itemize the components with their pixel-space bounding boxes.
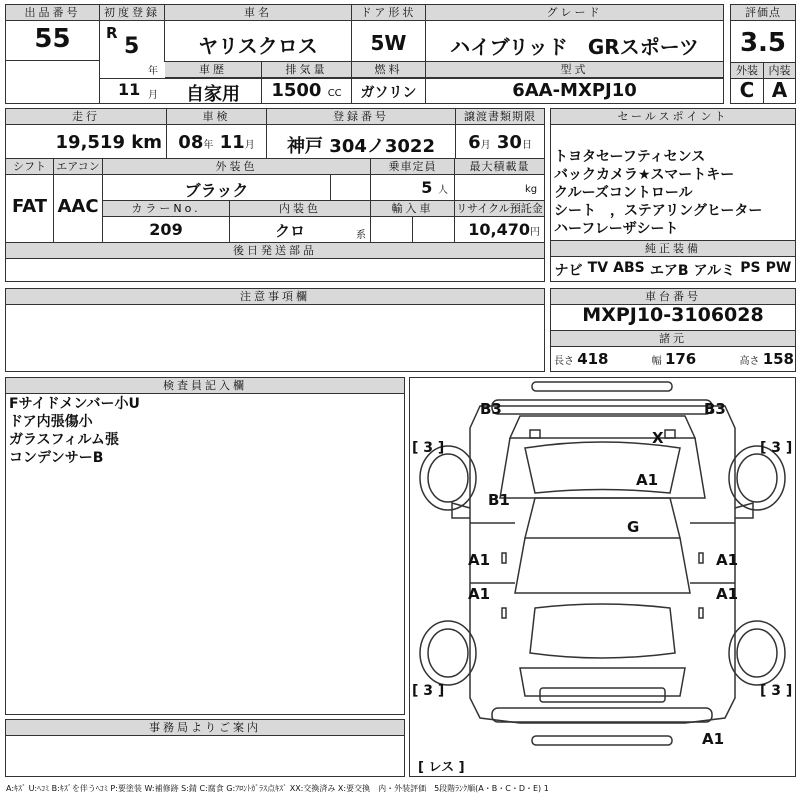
int-grade: A (771, 78, 788, 102)
legend: A:ｷｽﾞ U:ﾍｺﾐ B:ｷｽﾞを伴うﾍｺﾐ P:要塗装 W:補修跡 S:錆 C:腐食 G:ﾌﾛﾝﾄｶﾞﾗｽ点ｷｽﾞ XX:交換済み X:要交換 内・外装評価 5段階ﾗﾝｸ順(A・B・C・D・E) 1 (6, 784, 549, 793)
inspector-line: コンデンサーB (9, 450, 104, 466)
sales-point: バックカメラ★スマートキー (554, 167, 735, 183)
reg-year: 5 (124, 34, 140, 59)
equipment-list (552, 260, 794, 280)
inspection-date: 08年 11月 (178, 132, 255, 153)
grade: ハイブリッド GRスポーツ (450, 35, 699, 59)
spare-tire: [ レス ] (418, 760, 465, 775)
tire-front-right: [ 3 ] (760, 440, 793, 456)
grade-label: グレード (426, 5, 723, 21)
name-label: 車名 (165, 5, 351, 21)
inspector-line: ガラスフィルム張 (9, 432, 119, 448)
fuel-label: 燃料 (352, 62, 425, 78)
door-type: 5W (370, 31, 407, 55)
displacement: 1500 CC (271, 80, 342, 101)
history: 自家用 (186, 84, 240, 105)
interior-color-label: 内装色 (230, 201, 370, 217)
sales-point: クルーズコントロール (554, 185, 693, 201)
transfer-date: 6月 30日 (468, 132, 532, 153)
equipment-item: PW (765, 260, 792, 276)
mileage-label: 走行 (6, 109, 166, 125)
import-label: 輸入車 (371, 201, 454, 217)
plate-label: 登録番号 (267, 109, 455, 125)
shift: FAT (11, 196, 48, 217)
recycle-label: リサイクル預託金 (456, 202, 543, 215)
sales-point: トヨタセーフティセンス (554, 149, 706, 165)
damage-mark-windshield-x: X (652, 429, 664, 447)
equipment-item: エアB (649, 263, 689, 279)
model: 6AA-MXPJ10 (512, 80, 637, 101)
door-label: ドア形状 (352, 5, 425, 21)
damage-mark-left-door-a1: A1 (468, 551, 491, 569)
load-unit: kg (525, 184, 538, 195)
capacity-label: 乗車定員 (371, 159, 454, 175)
sales-point: ハーフレーザシート (554, 221, 679, 237)
equipment-item: TV (587, 260, 609, 276)
lot-label: 出品番号 (6, 5, 99, 21)
inspector-label: 検査員記入欄 (6, 378, 404, 394)
tire-rear-right: [ 3 ] (760, 683, 793, 699)
interior-color: クロ (274, 222, 305, 240)
reg-month-unit: 月 (148, 90, 158, 101)
recycle: 10,470円 (468, 220, 540, 239)
interior-unit: 系 (356, 230, 366, 241)
color: ブラック (184, 181, 249, 200)
damage-mark-right-door-a1: A1 (716, 551, 739, 569)
damage-diagram (409, 377, 796, 777)
inspector-line: ドア内張傷小 (9, 414, 93, 430)
equipment-item: ナビ (554, 263, 583, 279)
mileage: 19,519 km (55, 132, 162, 153)
damage-mark-left-rear-door-a1: A1 (468, 585, 491, 603)
damage-mark-fender-b1: B1 (488, 491, 510, 509)
reg-month: 11 (118, 80, 141, 99)
chassis-number: MXPJ10-3106028 (582, 304, 764, 326)
fuel: ガソリン (360, 85, 417, 101)
tire-front-left: [ 3 ] (412, 440, 445, 456)
damage-mark-hood-a1: A1 (636, 471, 659, 489)
score-label: 評価点 (731, 5, 795, 21)
colorno: 209 (149, 220, 183, 239)
int-label: 内装 (764, 63, 795, 79)
equipment-item: アルミ (693, 263, 736, 279)
ext-label: 外装 (731, 63, 763, 79)
office-label: 事務局よりご案内 (6, 720, 404, 736)
inspection-label: 車検 (167, 109, 266, 125)
chassis-label: 車台番号 (551, 289, 795, 305)
ext-grade: C (739, 78, 755, 102)
lot-number: 55 (34, 24, 71, 54)
damage-mark-right-rear-door-a1: A1 (716, 585, 739, 603)
model-label: 型式 (426, 62, 723, 78)
later-parts-label: 後日発送部品 (6, 243, 544, 259)
history-label: 車歴 (165, 62, 261, 78)
reg-year-unit: 年 (148, 66, 158, 77)
colorno-label: カラーNo. (103, 201, 229, 217)
damage-mark-front-right-b3: B3 (704, 400, 726, 418)
equipment-item: PS (740, 260, 761, 276)
car-name: ヤリスクロス (198, 34, 318, 58)
damage-mark-rear-a1: A1 (702, 730, 725, 748)
color-label: 外装色 (103, 159, 370, 175)
load-label: 最大積載量 (455, 159, 544, 175)
reg-label: 初度登録 (100, 5, 164, 21)
inspector-notes (9, 395, 399, 467)
spec-label: 諸元 (551, 330, 795, 347)
shift-label: シフト (6, 159, 53, 175)
damage-mark-glass-g: G (627, 518, 640, 536)
equipment-item: ABS (613, 260, 645, 276)
score: 3.5 (739, 28, 787, 58)
sales-label: セールスポイント (551, 109, 795, 125)
reg-era: R (106, 24, 118, 42)
capacity: 5 人 (421, 178, 448, 197)
ac-label: エアコン (54, 159, 102, 175)
transfer-label: 譲渡書類期限 (456, 109, 544, 125)
notes-label: 注意事項欄 (6, 289, 544, 305)
sales-list (554, 148, 794, 238)
sales-point: シート ，ステアリングヒーター (554, 203, 763, 219)
ac: AAC (57, 196, 99, 217)
plate: 神戸 304ノ3022 (287, 136, 435, 157)
tire-rear-left: [ 3 ] (412, 683, 445, 699)
damage-mark-front-left-b3: B3 (480, 400, 502, 418)
displacement-label: 排気量 (262, 62, 351, 78)
equipment-label: 純正装備 (551, 241, 795, 257)
inspector-line: Fサイドメンバー小U (9, 396, 140, 412)
dimensions: 長さ 418 幅 176 高さ 158 (554, 350, 794, 368)
